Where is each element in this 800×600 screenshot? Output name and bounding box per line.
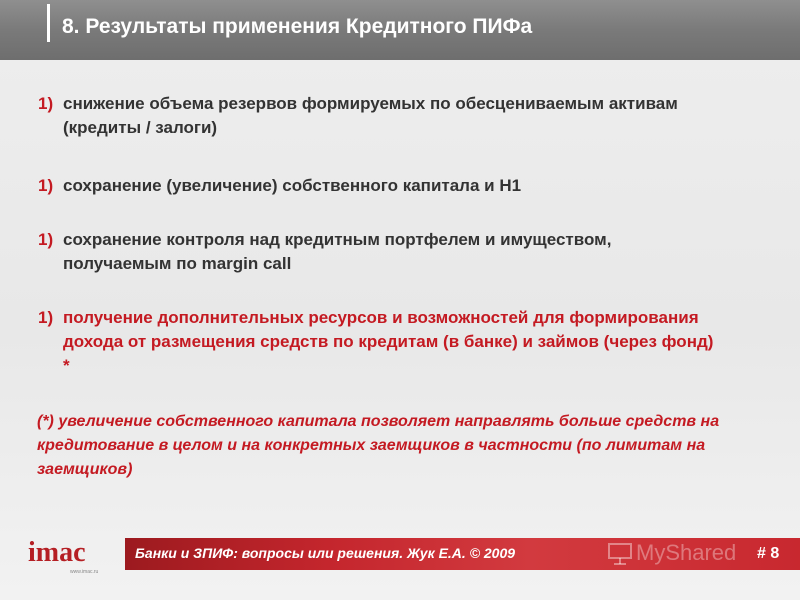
item-text: сохранение (увеличение) собственного капитала и Н1: [63, 176, 522, 195]
page-number: # 8: [757, 545, 780, 562]
title-accent-line: [47, 4, 50, 42]
item-text: получение дополнительных ресурсов и возможностей для формирования дохода от размещения средств по кредитам (в банке) и займов (через фонд) *: [63, 308, 714, 375]
footnote: (*) увеличение собственного капитала позволяет направлять больше средств на кредитование в целом и на конкретных заемщиков в частности (по лимитам на заемщиков): [37, 413, 720, 478]
item-number: 1): [38, 94, 54, 113]
item-text: сохранение контроля над кредитным портфелем и имуществом, получаемым по margin call: [63, 230, 612, 273]
footer-caption: Банки и ЗПИФ: вопросы или решения. Жук Е.А. © 2009: [135, 545, 516, 561]
logo-url: www.imac.ru: [70, 569, 99, 575]
item-number: 1): [38, 230, 54, 249]
watermark: MyShared: [636, 540, 737, 565]
imac-logo: imac: [28, 537, 86, 568]
item-number: 1): [38, 308, 54, 327]
slide-title: 8. Результаты применения Кредитного ПИФа: [62, 15, 533, 38]
item-number: 1): [38, 176, 54, 195]
presentation-icon: [607, 541, 633, 565]
title-bar: [0, 0, 800, 60]
item-text: снижение объема резервов формируемых по обесцениваемым активам (кредиты / залоги): [63, 94, 678, 137]
